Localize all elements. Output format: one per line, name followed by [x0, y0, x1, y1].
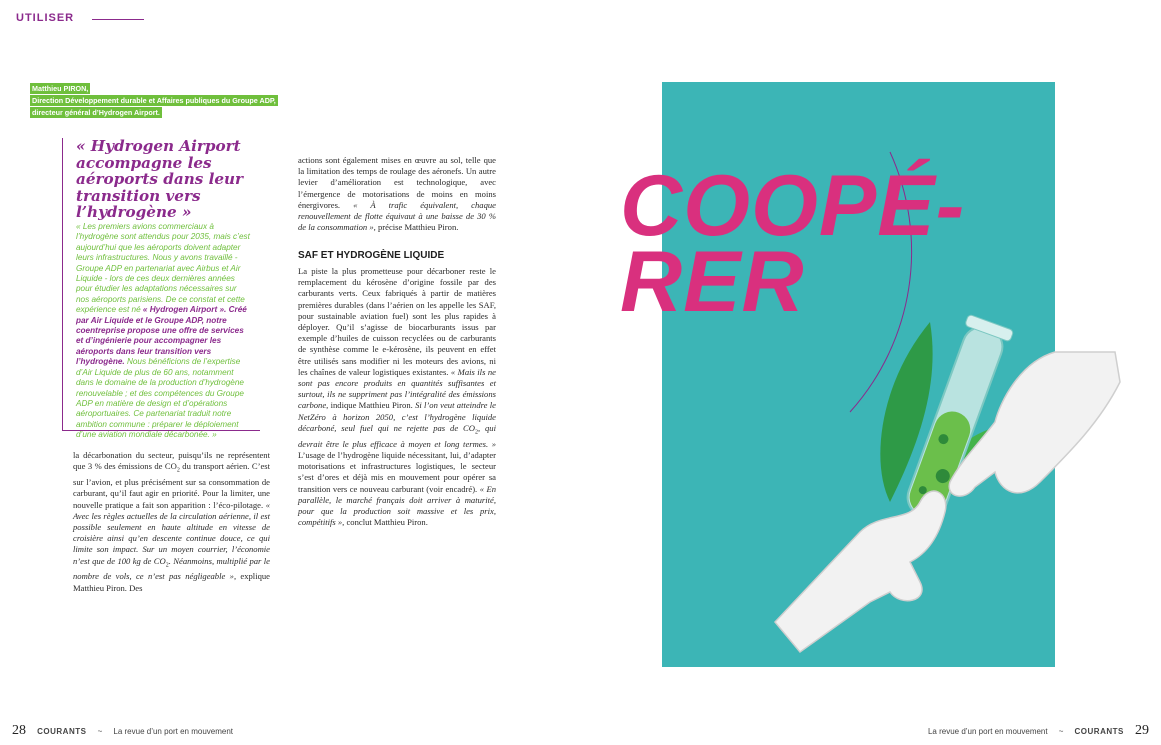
section-rule — [92, 19, 144, 20]
text: , précise Matthieu Piron. — [373, 222, 459, 233]
author-line: directeur général d’Hydrogen Airport. — [32, 108, 160, 117]
italic-text: Si l’on veut atteindre le NetZéro à horizon 2050, c’est l’hydrogène liquide décarboné, seul fuel qui ne rejette pas de CO — [298, 400, 496, 433]
text: L’usage de l’hydrogène liquide nécessitant, lui, d’adapter motorisations et infrastructures logistiques, le secteur s’est d’ores et déjà mis en mouvement pour opérer sa transition vers ce nouveau carburant (voir encadré). — [298, 449, 496, 494]
italic-text: « En parallèle, le marché français doit arriver à maturité, pour que la production soit massive et les prix, compétitifs » — [298, 483, 496, 528]
section-label: UTILISER — [16, 12, 75, 24]
author-credit — [30, 83, 278, 119]
interview-quote — [76, 222, 252, 441]
body-column-3 — [298, 266, 496, 528]
text: La piste la plus prometteuse pour décarboner reste le remplacement du kérosène d’origine fossile par des carburants verts. Ceux fabriqués à partir de matières premières durables (dans l’aérien on les appelle les SAF, pour sustainable aviation fuel) sont les plus rapides à déployer. Qu’il s’agisse de biocarburants issus par exemple d’huiles de cuisson recyclées ou de carburants de synthèse comme le e-kérosène, ils peuvent en effet être utilisés sans modifier ni les moteurs des avions, ni les chaînes de valeur logistiques existantes. — [298, 266, 496, 377]
body-column-2 — [298, 155, 496, 233]
subscript: 2 — [176, 467, 180, 474]
text: , conclut Matthieu Piron. — [342, 517, 428, 528]
italic-text: . Néanmoins, multiplié par le nombre de vols, ce n’est pas négligeable » — [73, 555, 270, 582]
separator: ~ — [97, 727, 103, 736]
title-line: RER — [620, 234, 805, 330]
interview-headline: « Hydrogen Airport accompagne les aéroports dans leur transition vers l’hydrogène » — [76, 137, 244, 221]
text: actions sont également mises en œuvre au sol, telle que la limitation des temps de roulage des aéronefs. Un autre levier d’amélioration est technologique, avec l’émergence de motorisations de moins en moins énergivores. — [298, 155, 496, 210]
subscript: 2 — [474, 429, 478, 436]
body-column-1 — [73, 450, 270, 594]
quote-part: Nous bénéficions de l’expertise d’Air Liquide de plus de 60 ans, notamment dans le domaine de la production d’hydrogène renouvelable ; et des compétences du Groupe ADP en matière de design et d’opérations aéroportuaires. Ce partenariat traduit notre ambition commune : préparer le déploiement d’une aviation mondiale décarbonée. » — [76, 357, 244, 440]
tagline: La revue d’un port en mouvement — [927, 727, 1048, 736]
text: , explique Matthieu Piron. Des — [73, 571, 270, 593]
quote-part: « Les premiers avions commerciaux à l’hydrogène sont attendus pour 2035, mais c’est aujourd’hui que les aéroports doivent adapter leurs infrastructures. Nous y avons travaillé - Groupe ADP en partenariat avec Airbus et Air Liquide - lors de ces deux dernières années pour étudier les adaptations nécessaires sur nos aéroports parisiens. De ce constat et cette expérience est né — [76, 222, 250, 315]
page-number: 29 — [1135, 723, 1149, 738]
footer-left — [12, 723, 233, 739]
glove-left-icon — [775, 491, 946, 652]
separator: ~ — [1058, 727, 1064, 736]
text: , indique Matthieu Piron. — [326, 400, 416, 411]
art-title — [620, 158, 966, 330]
italic-text: « À trafic équivalent, chaque renouvellement de flotte équivaut à une baisse de 30 % de la consommation » — [298, 199, 496, 233]
page-number: 28 — [12, 723, 26, 738]
italic-text: « Avec les règles actuelles de la circulation aérienne, il est possible seulement en haute altitude en vitesse de croisière ainsi qu’en descente continue douce, ce qui limite son impact. Sur un moyen courrier, l’économie n’est que de 100 kg de CO — [73, 499, 270, 566]
subscript: 2 — [165, 562, 169, 569]
text: la décarbonation du secteur, puisqu’ils ne représentent que 3 % des émissions de CO — [73, 450, 270, 472]
footer-right — [928, 723, 1149, 739]
brand-name: COURANTS — [1074, 727, 1124, 736]
quote-highlight: « Hydrogen Airport ». Créé par Air Liquide et le Groupe ADP, notre coentreprise propose une offre de services et d’ingénierie pour accompagner les aéroports dans leur transition vers l’hydrogène. — [76, 305, 247, 367]
tagline: La revue d’un port en mouvement — [113, 727, 234, 736]
author-line: Matthieu PIRON, — [32, 84, 89, 93]
text: du transport aérien. C’est sur l’avion, et plus précisément sur sa consommation de carburant, qu’il faut agir en priorité. Pour la limiter, une nouvelle pratique a fait son apparition : l’éco-pilotage. — [73, 461, 270, 510]
author-line: Direction Développement durable et Affaires publiques du Groupe ADP, — [32, 96, 276, 105]
title-line: COOPÉ- — [620, 158, 966, 254]
subheading: SAF ET HYDROGÈNE LIQUIDE — [298, 250, 445, 261]
brand-name: COURANTS — [37, 727, 87, 736]
italic-text: , qui devrait être le plus efficace à moyen et long termes. » — [298, 422, 496, 449]
italic-text: « Mais ils ne sont pas encore produits en quantités suffisantes et surtout, ils ne suppriment pas l’intégralité des émissions carbone — [298, 366, 496, 411]
